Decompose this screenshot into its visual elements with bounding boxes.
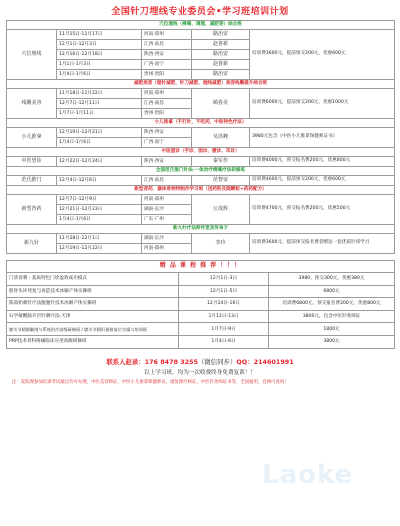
recommend-course-name: 门诊普刺 · 基质特色门诊盈效成功模式	[7, 273, 179, 286]
course-teacher: 路治安	[192, 50, 250, 60]
course-city: 广西·南宁	[142, 138, 192, 148]
course-teacher: 赵喜新	[192, 60, 250, 70]
course-name: 穴位埋线	[7, 30, 57, 80]
recommend-course-fee: 3800元，包含中医针灸师证	[269, 310, 395, 323]
recommend-header-row	[7, 261, 395, 273]
course-city: 陕西·西安	[142, 50, 192, 60]
course-name: 小儿推拿	[7, 128, 57, 148]
recommend-row	[7, 298, 395, 311]
course-teacher: 路治安	[192, 30, 250, 40]
contact-qq[interactable]: 214601991	[253, 357, 294, 366]
course-city: 贵州·贵阳	[142, 70, 192, 80]
course-date: 12月4日-12月6日	[57, 176, 142, 186]
course-city: 河南·郑州	[142, 195, 192, 205]
course-teacher: 范智谊	[192, 176, 250, 186]
category-header-row	[7, 80, 395, 89]
course-city: 广西·南宁	[142, 60, 192, 70]
schedule-row	[7, 176, 395, 186]
recommend-course-name: 股骨头坏死复与再造技术冰解产体实操班	[7, 285, 179, 298]
category-header: 减肥美容（埋针减肥、针刀减肥、埋线减肥）美容线雕提升综合班	[7, 80, 395, 89]
recommend-row	[7, 285, 395, 298]
recommended-courses-table	[6, 260, 395, 349]
recommend-course-name: 石学敏醒脑开窍针刺疗法-天津	[7, 310, 179, 323]
course-city: 河南·郑州	[142, 30, 192, 40]
course-date: 12月22日-12月24日	[57, 157, 142, 167]
contact-wechat: （微信同步）	[198, 357, 237, 366]
recommend-row	[7, 323, 395, 336]
recommend-course-name: 膝关节精细解剖与系统治疗高级研修班 / 膝关节精形通接复位实操与培训班	[7, 323, 179, 336]
category-header: 中医望诊（手诊、面诊、腹诊、耳诊）	[7, 148, 395, 157]
course-date: 12月19日-12月21日	[57, 128, 142, 138]
contact-line	[6, 357, 394, 366]
schedule-row	[7, 89, 395, 99]
category-header: 新九针疗法师怀堂亲传弟子	[7, 225, 395, 234]
course-fee: 培训费6000元，提前预交200元，优惠1000元	[250, 89, 395, 119]
course-city: 陕西·西安	[142, 128, 192, 138]
course-date: 11月28日-12月1日	[57, 234, 142, 244]
category-header: 穴位埋线（痹痛、调理、减肥等）综合班	[7, 21, 395, 30]
course-date: 12月7日-12月11日	[57, 99, 142, 109]
category-header: 新型背药、器体骨柄特制作学习班（送药粉及圆颗粒+药药配方）	[7, 186, 395, 195]
course-date: 12月19日-12月22日	[57, 244, 142, 254]
certificate-note: 注：发院现参加培训考试通过均可办理，中医美容师证，中医小儿推拿保健师证，康复理疗师证，中医针灸师证书等，全国通用，官网可查询！	[12, 379, 289, 385]
contact-qq-label: QQ：	[236, 357, 254, 366]
schedule-row	[7, 234, 395, 244]
contact-person: 赵录	[125, 357, 139, 366]
course-city: 河南·郑州	[142, 89, 192, 99]
course-city: 江西·南昌	[142, 176, 192, 186]
course-teacher: 吴洪峰	[192, 128, 250, 148]
course-date: 11月18日-11月22日	[57, 89, 142, 99]
course-name: 线雕美容	[7, 89, 57, 119]
category-header-row	[7, 148, 395, 157]
category-header-row	[7, 21, 395, 30]
category-header-row	[7, 167, 395, 176]
course-date: 1月1日-1月3日	[57, 60, 142, 70]
category-header-row	[7, 186, 395, 195]
recommend-course-fee: 培训费6800元，预交报名费200元，优惠800元	[269, 298, 395, 311]
course-city: 江西·南昌	[142, 40, 192, 50]
course-city: 贵州·贵阳	[142, 109, 192, 119]
course-date: 12月16日-12月18日	[57, 50, 142, 60]
recommend-course-fee: 1800元	[269, 323, 395, 336]
contact-separator: ：	[138, 357, 145, 366]
recommend-course-date: 1月12日-13日	[179, 310, 269, 323]
schedule-row	[7, 195, 395, 205]
course-teacher: 李玲	[192, 234, 250, 254]
course-name: 新九针	[7, 234, 57, 254]
course-date: 12月7日-12月9日	[57, 195, 142, 205]
course-fee: 3980元包含《中医小儿推拿保健师证书》	[250, 128, 395, 148]
recommend-course-name: 陈茹奶刺针疗法腹腹针技术冰解产体实操班	[7, 298, 179, 311]
recommend-course-date: 12月14日-16日	[179, 298, 269, 311]
recommend-row	[7, 273, 395, 286]
course-date: 11月15日-11月17日	[57, 30, 142, 40]
course-teacher: 赵喜新	[192, 40, 250, 50]
course-city: 江西·南昌	[142, 99, 192, 109]
recommend-row	[7, 310, 395, 323]
course-city: 河南·郑州	[142, 244, 192, 254]
course-city: 湖南·长沙	[142, 234, 192, 244]
recommend-course-date: 1月4日-6日	[179, 335, 269, 348]
category-header: 小儿推拿（不打针，不吃药，中医特色疗法）	[7, 119, 395, 128]
course-name: 新型背药	[7, 195, 57, 225]
recommend-header: 精 品 课 程 推 荐 ！！！	[7, 261, 395, 273]
category-header: 全国范氏推门针法-一体治疗痹痛疗法研修班	[7, 167, 395, 176]
recommend-course-name: PRP技术骨科疼痛临床应用高级研修班	[7, 335, 179, 348]
course-fee: 培训费4700元，预交报名费200元，优惠500元	[250, 195, 395, 225]
recommend-course-date: 1月7日-9日	[179, 323, 269, 336]
contact-phone[interactable]: 176 8478 3255	[144, 357, 199, 366]
recommend-course-fee: 3980，预交300元，优惠380元	[269, 273, 395, 286]
course-fee: 培训费3600元，提前预交200元，优惠600元	[250, 30, 395, 80]
contact-label: 联系人	[106, 357, 126, 366]
course-name: 范氏推门	[7, 176, 57, 186]
course-city: 陕西·西安	[142, 157, 192, 167]
course-fee: 培训费4600元，提前预交200元，优惠600元	[250, 176, 395, 186]
course-date: 1月7日-1月11日	[57, 109, 142, 119]
course-city: 湖南·长沙	[142, 205, 192, 215]
schedule-row	[7, 30, 395, 40]
training-plan-page	[6, 4, 394, 522]
course-date: 12月21日-12月23日	[57, 205, 142, 215]
schedule-row	[7, 157, 395, 167]
course-date: 1月4日-1月6日	[57, 138, 142, 148]
watermark-logo: Laoke	[262, 460, 354, 490]
recommend-course-date: 12月1日-3日	[179, 273, 269, 286]
course-teacher: 路治安	[192, 70, 250, 80]
course-date: 12月1日-12月3日	[57, 40, 142, 50]
course-teacher: 公茂辉	[192, 195, 250, 225]
course-fee: 培训费3600元，提前预交报名费者赠送一套优质针厚学习	[250, 234, 395, 254]
course-name: 中医望诊	[7, 157, 57, 167]
schedule-row	[7, 128, 395, 138]
course-teacher: 秦军作	[192, 157, 250, 167]
recommend-course-date: 12月1日-5日	[179, 285, 269, 298]
course-date: 1月4日-1月6日	[57, 215, 142, 225]
recommend-course-fee: 6800元	[269, 285, 395, 298]
recommend-row	[7, 335, 395, 348]
course-date: 1月4日-1月6日	[57, 70, 142, 80]
course-fee: 培训费4000元，预交报名费200元，优惠800元	[250, 157, 395, 167]
recommend-course-fee: 3800元	[269, 335, 395, 348]
free-retraining-note: 以上学习班，均为一次收费终身免费复训！！	[144, 369, 256, 376]
course-teacher: 顾春美	[192, 89, 250, 119]
category-header-row	[7, 119, 395, 128]
course-schedule-table	[6, 20, 395, 254]
category-header-row	[7, 225, 395, 234]
page-title: 全国针刀埋线专业委员会•学习班培训计划	[111, 7, 289, 17]
course-city: 广东·广州	[142, 215, 192, 225]
